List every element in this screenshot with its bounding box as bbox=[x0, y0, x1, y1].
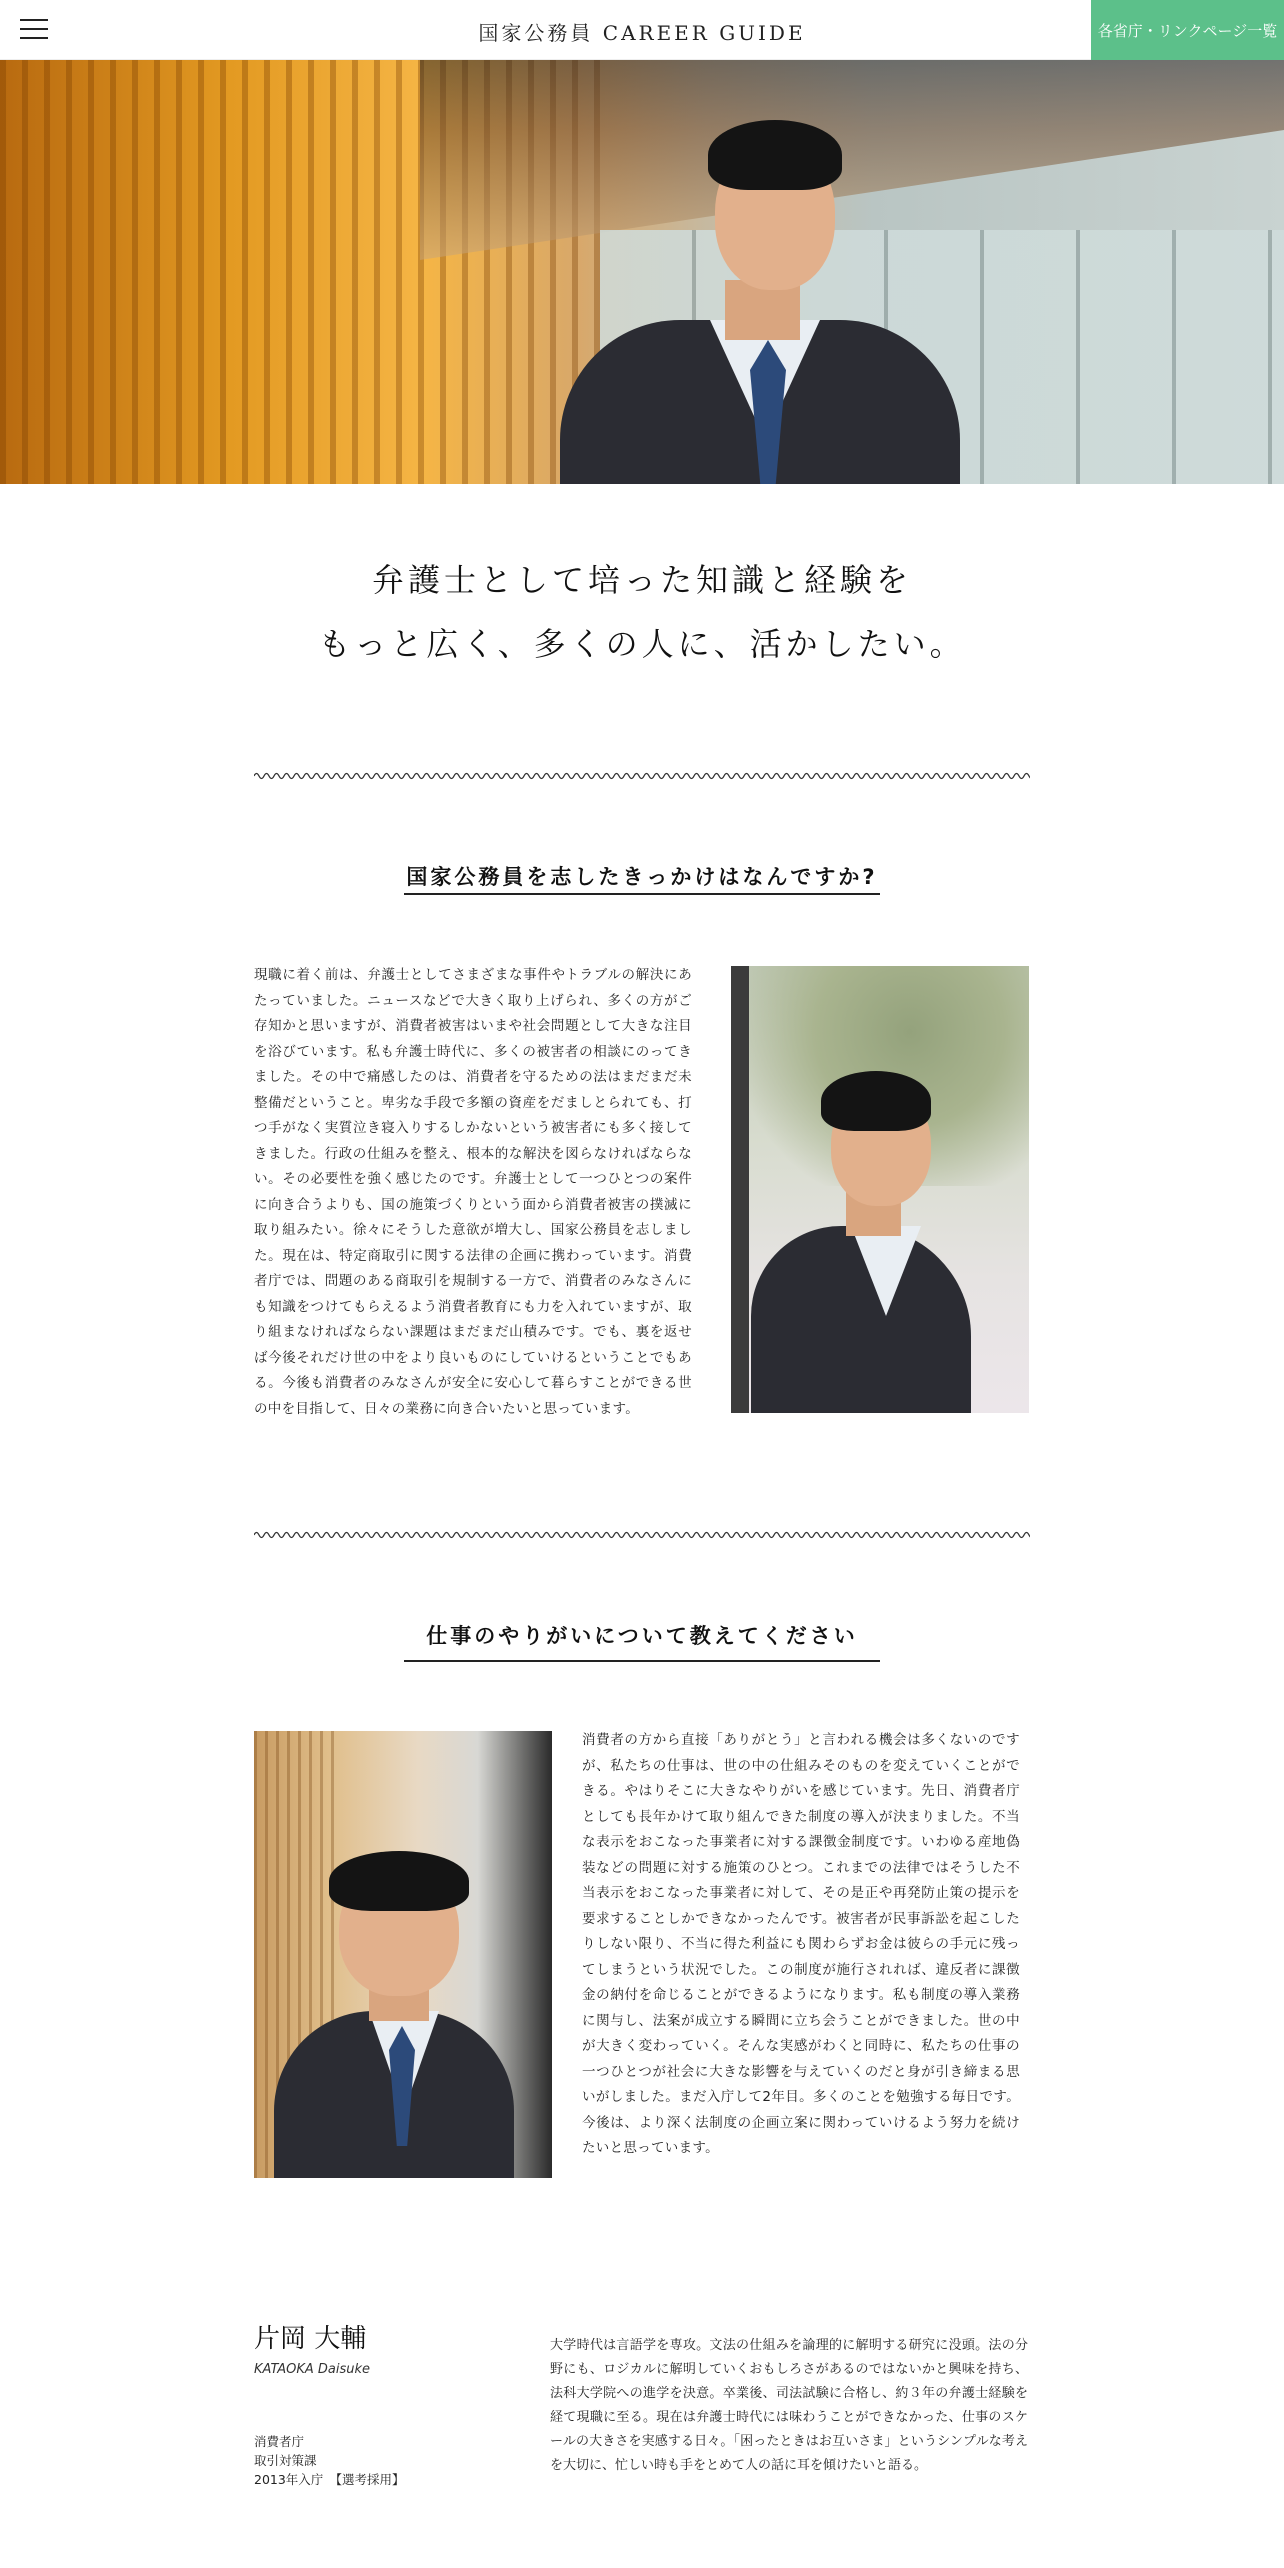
wave-divider bbox=[254, 1529, 1030, 1541]
profile-name: 片岡 大輔 bbox=[254, 2324, 367, 2354]
profile-bio: 大学時代は言語学を専攻。文法の仕組みを論理的に解明する研究に没頭。法の分野にも、ロジカルに解明していくおもしろさがあるのではないかと興味を持ち、法科大学院への進学を決意。卒業後、司法試験に合格し、約３年の弁護士経験を経て現職に至る。現在は弁護士時代には味わうことができなかった、仕事のスケールの大きさを実感する日々。「困ったときはお互いさま」というシンプルな考えを大切に、忙しい時も手をとめて人の話に耳を傾けたいと語る。 bbox=[550, 2338, 1028, 2473]
profile-joined: 2013年入庁 【選考採用】 bbox=[254, 2472, 405, 2487]
profile-agency: 消費者庁 bbox=[254, 2434, 305, 2449]
hero-portrait bbox=[560, 100, 960, 484]
interview-headline bbox=[0, 548, 1284, 676]
section-title-underline bbox=[404, 1660, 880, 1662]
interview-photo-profile-side bbox=[731, 966, 1029, 1413]
section-title-rewarding: 仕事のやりがいについて教えてください bbox=[426, 1624, 858, 1648]
profile-name-roman: KATAOKA Daisuke bbox=[254, 2362, 371, 2377]
profile-meta bbox=[254, 2432, 405, 2489]
interview-photo-smiling bbox=[254, 1731, 552, 2178]
site-header bbox=[0, 0, 1284, 60]
section-title-motivation: 国家公務員を志したきっかけはなんですか? bbox=[406, 865, 878, 889]
wave-divider bbox=[254, 770, 1030, 782]
headline-line-2: もっと広く、多くの人に、活かしたい。 bbox=[318, 625, 966, 663]
site-title[interactable]: 国家公務員 CAREER GUIDE bbox=[478, 21, 806, 45]
section-body-motivation: 現職に着く前は、弁護士としてさまざまな事件やトラブルの解決にあたっていました。ニュースなどで大きく取り上げられ、多くの方がご存知かと思いますが、消費者被害はいまや社会問題として大きな注目を浴びています。私も弁護士時代に、多くの被害者の相談にのってきました。その中で痛感したのは、消費者を守るための法はまだまだ未整備だということ。卑劣な手段で多額の資産をだましとられても、打つ手がなく実質泣き寝入りするしかないという被害者にも多く接してきました。行政の仕組みを整え、根本的な解決を図らなければならない。その必要性を強く感じたのです。弁護士として一つひとつの案件に向き合うよりも、国の施策づくりという面から消費者被害の撲滅に取り組みたい。徐々にそうした意欲が増大し、国家公務員を志しました。現在は、特定商取引に関する法律の企画に携わっています。消費者庁では、問題のある商取引を規制する一方で、消費者のみなさんにも知識をつけてもらえるよう消費者教育にも力を入れていますが、取り組まなければならない課題はまだまだ山積みです。でも、裏を返せば今後それだけ世の中をより良いものにしていけるということでもある。今後も消費者のみなさんが安全に安心して暮らすことができる世の中を目指して、日々の業務に向き合いたいと思っています。 bbox=[254, 967, 692, 1417]
agency-links-button[interactable]: 各省庁・リンクページ一覧 bbox=[1091, 0, 1284, 60]
hero-image bbox=[0, 60, 1284, 484]
section-title-underline bbox=[404, 893, 880, 895]
section-body-rewarding: 消費者の方から直接「ありがとう」と言われる機会は多くないのですが、私たちの仕事は、世の中の仕組みそのものを変えていくことができる。やはりそこに大きなやりがいを感じています。先日、消費者庁としても長年かけて取り組んできた制度の導入が決まりました。不当な表示をおこなった事業者に対する課徴金制度です。いわゆる産地偽装などの問題に対する施策のひとつ。これまでの法律ではそうした不当表示をおこなった事業者に対して、その是正や再発防止策の提示を要求することしかできなかったんです。被害者が民事訴訟を起こしたりしない限り、不当に得た利益にも関わらずお金は彼らの手元に残ってしまうという状況でした。この制度が施行されれば、違反者に課徴金の納付を命じることができるようになります。私も制度の導入業務に関与し、法案が成立する瞬間に立ち会うことができました。世の中が大きく変わっていく。そんな実感がわくと同時に、私たちの仕事の一つひとつが社会に大きな影響を与えていくのだと身が引き締まる思いがしました。まだ入庁して2年目。多くのことを勉強する毎日です。今後は、より深く法制度の企画立案に関わっていけるよう努力を続けたいと思っています。 bbox=[582, 1732, 1020, 2156]
headline-line-1: 弁護士として培った知識と経験を bbox=[371, 561, 912, 599]
profile-division: 取引対策課 bbox=[254, 2453, 317, 2468]
